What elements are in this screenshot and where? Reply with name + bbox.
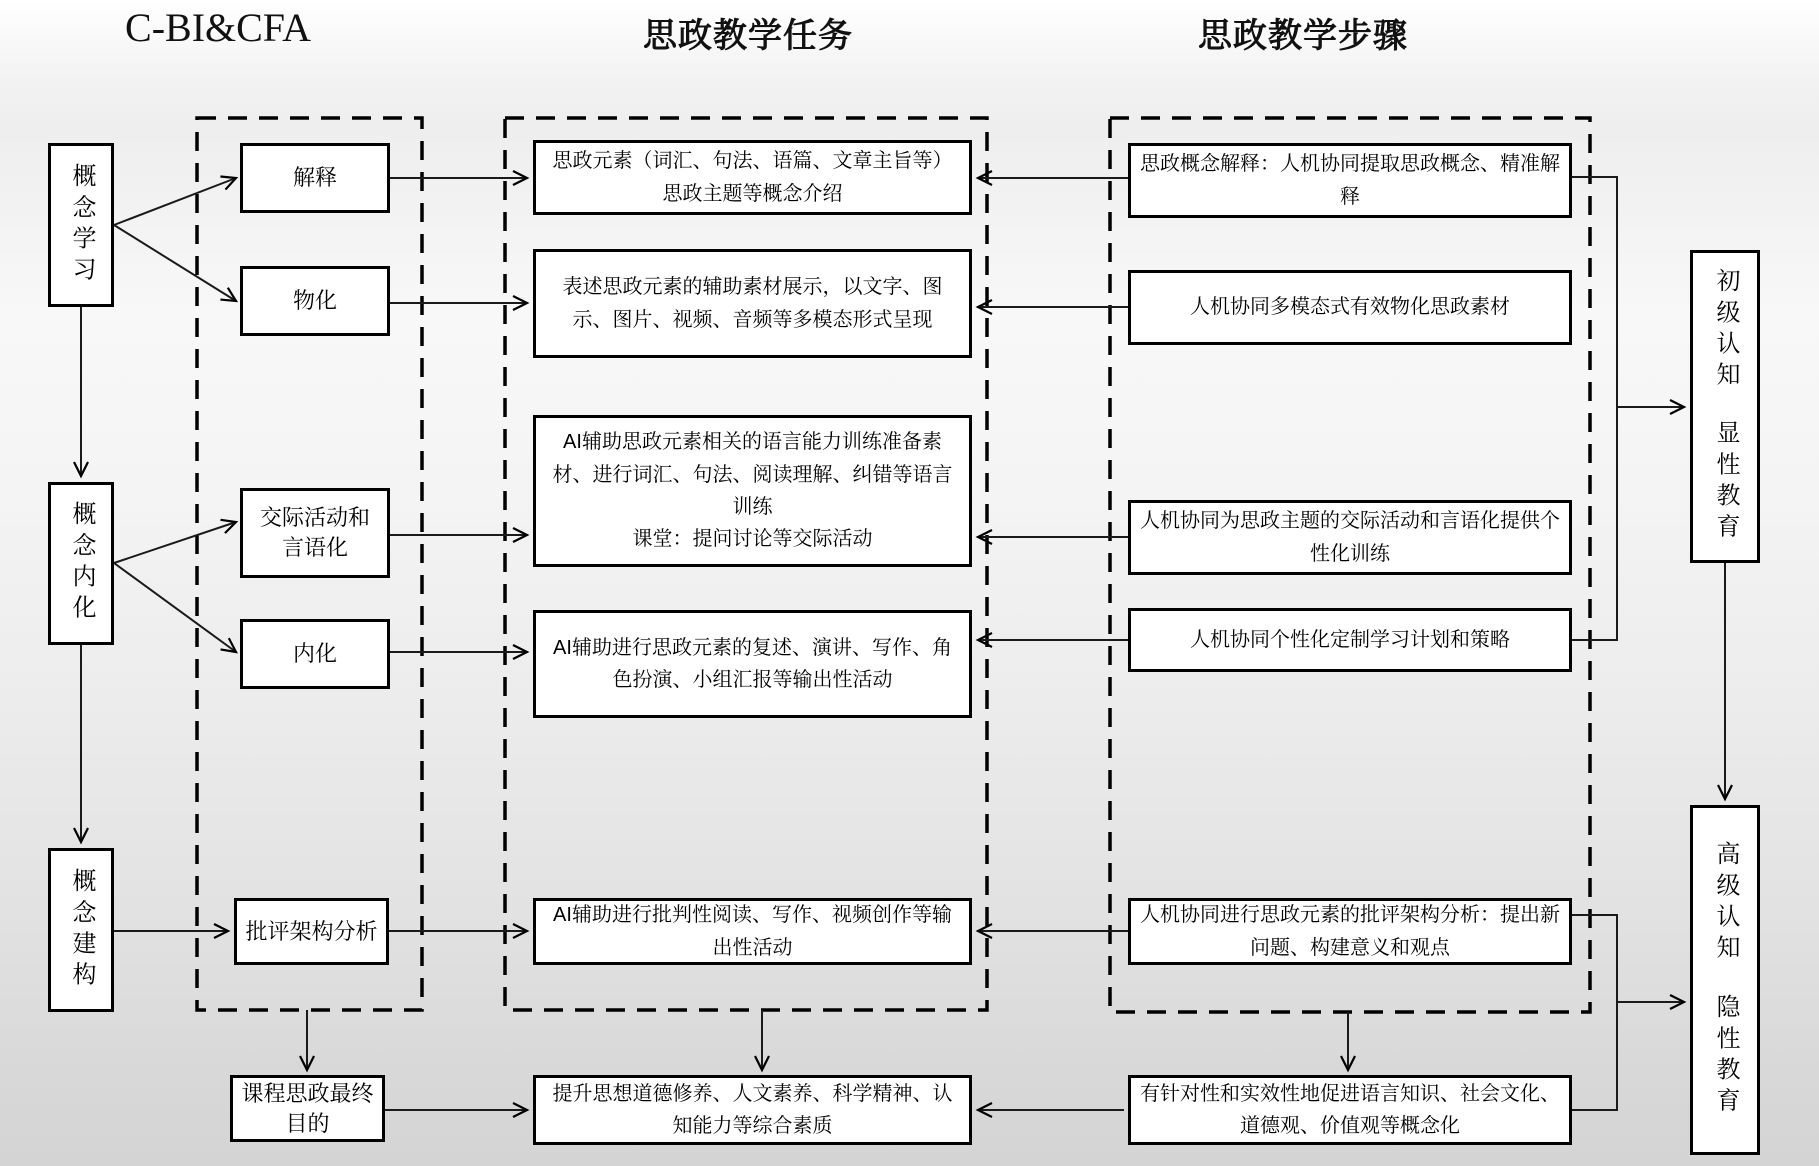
advanced-cognition-label: 高级认知 xyxy=(1712,841,1739,967)
explicit-education-label: 显性教育 xyxy=(1712,420,1739,546)
task-box-concept-introduction: 思政元素（词汇、句法、语篇、文章主旨等）思政主题等概念介绍 xyxy=(533,140,972,215)
step-box-critical-framework: 人机协同进行思政元素的批评架构分析：提出新问题、构建意义和观点 xyxy=(1128,898,1572,965)
task-box-language-training-text: AI辅助思政元素相关的语言能力训练准备素材、进行词汇、句法、阅读理解、纠错等语言训练 xyxy=(552,431,953,518)
stage-box-concept-construction: 概念建构 xyxy=(48,848,114,1012)
arrow-internalization-to-communication xyxy=(114,522,236,563)
method-box-materialization: 物化 xyxy=(240,266,390,336)
arrow-learning-to-explanation xyxy=(114,178,236,225)
arrow-learning-to-materialization xyxy=(114,225,236,301)
cognition-box-advanced-implicit xyxy=(1690,805,1760,1155)
step-box-multimodal-materialization: 人机协同多模态式有效物化思政素材 xyxy=(1128,270,1572,345)
task-box-output-activities: AI辅助进行思政元素的复述、演讲、写作、角色扮演、小组汇报等输出性活动 xyxy=(533,610,972,718)
column-header-tasks: 思政教学任务 xyxy=(643,17,853,55)
step-box-concept-explanation: 思政概念解释：人机协同提取思政概念、精准解释 xyxy=(1128,143,1572,218)
stage-box-concept-internalization: 概念内化 xyxy=(48,482,114,645)
method-box-explanation: 解释 xyxy=(240,143,390,213)
stage-box-concept-learning: 概念学习 xyxy=(48,143,114,307)
column-header-cbicfa: C-BI&CFA xyxy=(125,5,311,50)
outcome-box-conceptualization: 有针对性和实效性地促进语言知识、社会文化、道德观、价值观等概念化 xyxy=(1128,1075,1572,1145)
method-box-internalization: 内化 xyxy=(240,619,390,689)
column-header-steps: 思政教学步骤 xyxy=(1198,17,1408,55)
cognition-box-primary-explicit xyxy=(1690,250,1760,563)
outcome-box-comprehensive-quality: 提升思想道德修养、人文素养、科学精神、认知能力等综合素质 xyxy=(533,1075,972,1145)
implicit-education-label: 隐性教育 xyxy=(1712,993,1739,1119)
task-box-classroom-activities-text: 课堂：提问讨论等交际活动 xyxy=(632,528,873,551)
connector-steps-advanced xyxy=(1572,915,1617,1110)
connector-steps-primary xyxy=(1572,177,1617,640)
step-box-personalized-plan: 人机协同个性化定制学习计划和策略 xyxy=(1128,608,1572,672)
goal-box-final-purpose: 课程思政最终目的 xyxy=(230,1075,385,1142)
task-box-critical-output: AI辅助进行批判性阅读、写作、视频创作等输出性活动 xyxy=(533,898,972,965)
method-box-communication-verbalization: 交际活动和言语化 xyxy=(240,488,390,578)
task-box-language-training xyxy=(533,415,972,567)
task-box-multimodal-materials: 表述思政元素的辅助素材展示，以文字、图示、图片、视频、音频等多模态形式呈现 xyxy=(533,249,972,358)
arrow-internalization-to-internalize xyxy=(114,563,236,652)
primary-cognition-label: 初级认知 xyxy=(1712,267,1739,393)
method-box-critical-framework-analysis: 批评架构分析 xyxy=(234,898,389,965)
step-box-personalized-training: 人机协同为思政主题的交际活动和言语化提供个性化训练 xyxy=(1128,500,1572,575)
